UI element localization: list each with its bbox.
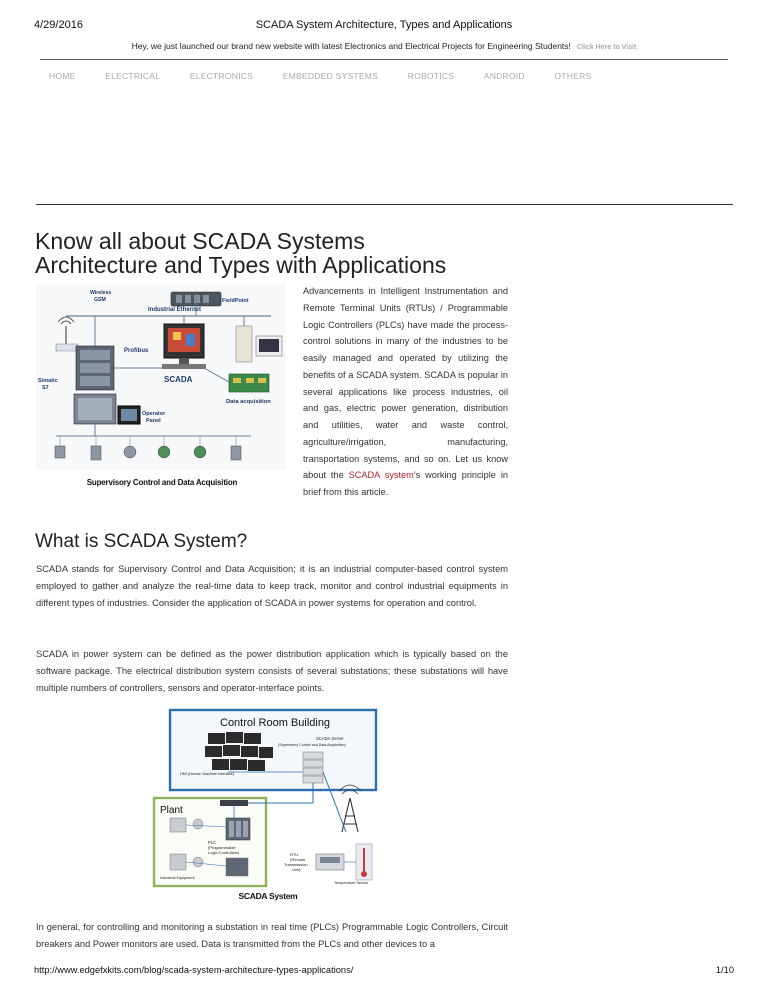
fig1-label-operator: Operator [142, 411, 166, 417]
fig2-label-plant: Plant [160, 805, 183, 816]
section-title: What is SCADA System? [35, 531, 248, 552]
fig2-label-temp: Temperature Sensor [334, 881, 369, 885]
nav-item-embedded-systems[interactable]: EMBEDDED SYSTEMS [282, 71, 379, 81]
fig1-label-s7: S7 [42, 385, 49, 391]
scada-architecture-figure [36, 284, 286, 470]
fig1-label-ethernet: Industrial Ethernet [148, 307, 202, 313]
fig2-label-rtu2: (Remote [290, 857, 306, 862]
article-title [35, 229, 555, 277]
paragraph-definition: SCADA stands for Supervisory Control and Data Acquisition; it is an industrial computer-based control system employed to gather and analyze the real-time data to keep track, monitor and control industrial equipments in different types of industries. Consider the application of SCADA in power systems for operation and control. [36, 564, 508, 608]
nav-item-android[interactable]: ANDROID [483, 71, 525, 81]
fig2-label-plc1: PLC [208, 840, 217, 845]
footer-url: http://www.edgefxkits.com/blog/scada-system-architecture-types-applications/ [34, 965, 354, 975]
page-number: 1/10 [715, 965, 734, 975]
fig1-label-gsm: GSM [94, 297, 106, 303]
nav-item-electrical[interactable]: ELECTRICAL [105, 71, 161, 81]
visit-link[interactable]: Click Here to Visit [576, 44, 637, 51]
fig2-label-equip: Industrial Equipment [160, 876, 195, 880]
header-divider [40, 59, 728, 60]
network-switch-icon [220, 800, 248, 806]
nav-item-others[interactable]: OTHERS [554, 71, 592, 81]
article-title-line2: Architecture and Types with Applications [35, 252, 447, 278]
server-tower-icon [236, 326, 252, 362]
fig2-label-server2: (Supervisory Control and Data Acquisition) [278, 743, 346, 747]
fig2-label-rtu1: RTU [290, 852, 299, 857]
intro-paragraph [303, 283, 508, 501]
announcement-bar [0, 41, 768, 51]
scada-system-link[interactable]: SCADA system [348, 470, 414, 481]
fig1-label-fieldpoint: FieldPoint [222, 298, 249, 304]
document-title: SCADA System Architecture, Types and Applications [255, 19, 513, 31]
content-divider [36, 204, 733, 205]
intro-text-start: Advancements in Intelligent Instrumentation and Remote Terminal Units (RTUs) / Programmable Logic Controllers (PLCs) have made the process-control solutions in many of the industries to be easily managed and operated by utilizing the benefits of a SCADA system. SCADA is popular in several applications like process industries, oil and gas, electric power generation, distribution and utilities, water and waste control, agriculture/irrigation, manufacturing, transportation systems, and so on. Let us know about the [303, 286, 508, 481]
fig1-label-daq: Data acquisition [226, 399, 271, 405]
article-title-line1: Know all about SCADA Systems [35, 228, 365, 254]
paragraph-power-system: SCADA in power system can be defined as the power distribution application which is typically based on the software package. The electrical distribution system consists of several substations; these substations will have multiple numbers of controllers, sensors and operator-interface points. [36, 649, 508, 693]
nav-item-home[interactable]: HOME [49, 71, 76, 81]
fig1-label-wireless: Wireless [90, 290, 112, 296]
fig2-label-plc3: Logic Controllers) [208, 850, 240, 855]
fig1-label-panel: Panel [146, 418, 161, 424]
fig2-label-rtu4: Unit) [292, 867, 301, 872]
fig2-label-plc2: (Programmable [208, 845, 236, 850]
fig2-label-building: Control Room Building [220, 717, 331, 729]
fig2-label-rtu3: Transmission [284, 862, 308, 867]
print-date: 4/29/2016 [34, 19, 83, 31]
fig2-label-hmi: HMI (Human Machine Interface) [180, 772, 235, 776]
main-nav [49, 71, 618, 81]
fig1-label-simatic: Simatic [38, 378, 58, 384]
fig1-label-scada: SCADA [164, 375, 193, 384]
scada-system-figure [150, 706, 386, 890]
figure1-caption: Supervisory Control and Data Acquisition [86, 478, 238, 487]
announcement-text: Hey, we just launched our brand new website with latest Electronics and Electrical Projects for Engineering Students! [131, 41, 571, 51]
nav-item-electronics[interactable]: ELECTRONICS [189, 71, 254, 81]
intro-text-end: 's working principle in brief from this article. [303, 470, 509, 497]
plc-rack-icon [226, 818, 250, 840]
fig1-label-profibus: Profibus [124, 348, 149, 354]
figure2-caption: SCADA System [238, 891, 298, 901]
paragraph-monitoring: In general, for controlling and monitoring a substation in real time (PLCs) Programmable Logic Controllers, Circuit breakers and Power monitors are used. Data is transmitted from the PLCs and other devices to a [36, 922, 508, 949]
nav-item-robotics[interactable]: ROBOTICS [407, 71, 455, 81]
modem-icon [56, 344, 78, 351]
fig2-label-server1: SCADA Server [316, 736, 344, 741]
